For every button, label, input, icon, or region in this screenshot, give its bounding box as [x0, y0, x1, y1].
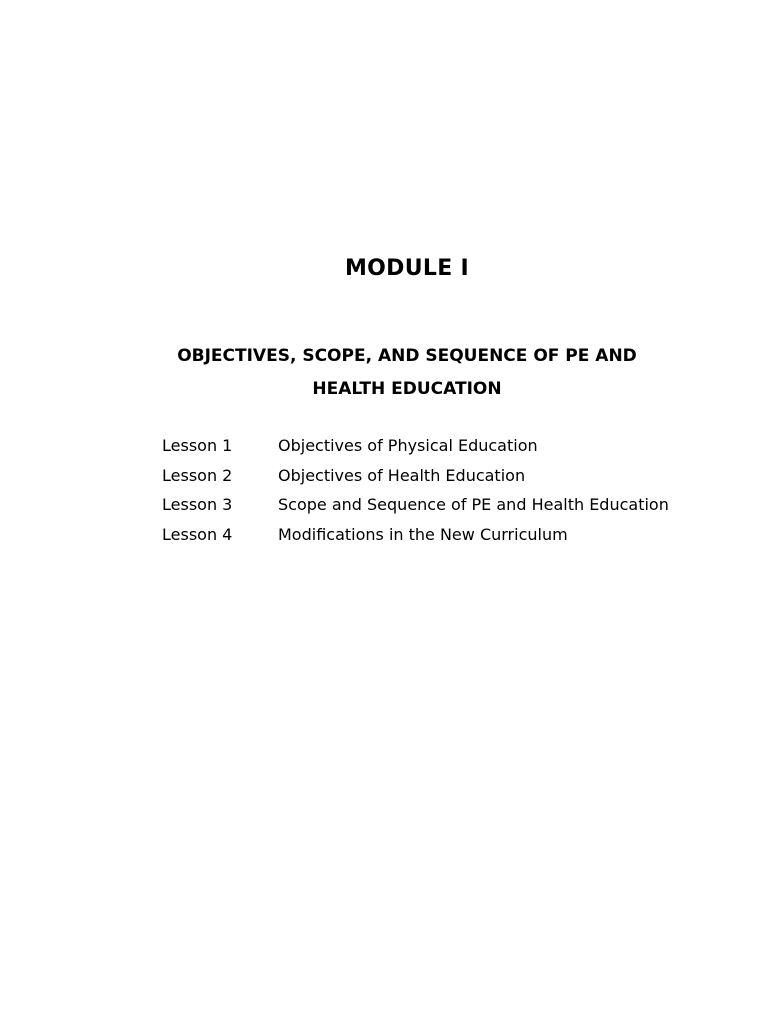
lesson-number: Lesson 1	[162, 436, 233, 456]
lesson-item	[162, 490, 722, 520]
lesson-item	[162, 520, 722, 550]
lesson-title: Scope and Sequence of PE and Health Education	[278, 495, 669, 515]
module-subtitle-line-2: HEALTH EDUCATION	[312, 379, 502, 399]
module-subtitle-line-1: OBJECTIVES, SCOPE, AND SEQUENCE OF PE AND	[177, 346, 637, 366]
lesson-item	[162, 431, 722, 461]
module-subtitle	[0, 340, 768, 406]
lesson-title: Objectives of Health Education	[278, 465, 526, 485]
lesson-number: Lesson 4	[162, 524, 233, 544]
module-title: MODULE I	[344, 256, 469, 281]
lesson-item	[162, 461, 722, 491]
lesson-title: Modifications in the New Curriculum	[278, 524, 568, 544]
lesson-title: Objectives of Physical Education	[278, 436, 538, 456]
lesson-number: Lesson 2	[162, 465, 233, 485]
lesson-list	[162, 431, 722, 549]
lesson-number: Lesson 3	[162, 495, 233, 515]
